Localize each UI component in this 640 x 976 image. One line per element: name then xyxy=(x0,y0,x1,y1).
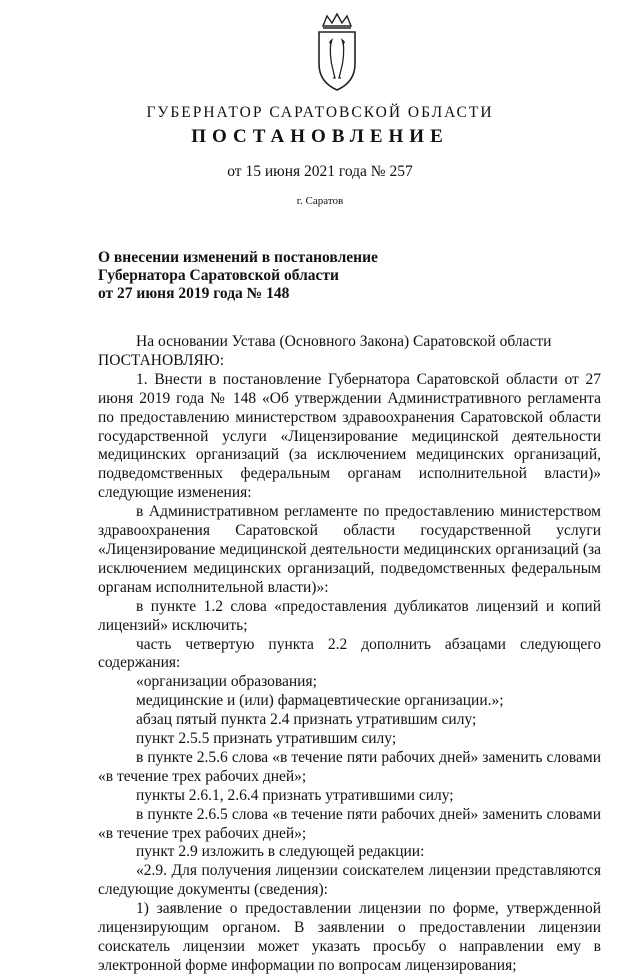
subject-line: Губернатора Саратовской области xyxy=(98,267,339,284)
document-city: г. Саратов xyxy=(296,195,344,207)
paragraph: ПОСТАНОВЛЯЮ: xyxy=(98,351,225,369)
document-subject xyxy=(98,249,378,303)
paragraph: 1) заявление о предоставлении лицензии по форме, утвержденной лицензирующим органом. В заявлении о предоставлении лицензии соискатель лицензии может указать просьбу о направлении ему в электронной форме информации по вопросам лицензирования; xyxy=(98,900,601,974)
document-type: ПОСТАНОВЛЕНИЕ xyxy=(191,126,449,147)
paragraph: 1. Внести в постановление Губернатора Саратовской области от 27 июня 2019 года № 148 «Об утверждении Административного регламента по предоставлению министерством здравоохранения Саратовской области государственной услуги «Лицензирование медицинской деятельности медицинских организаций (за исключением медицинских организаций, подведомственных федеральным органам исполнительной власти)» следующие изменения: xyxy=(98,370,601,502)
paragraph: На основании Устава (Основного Закона) Саратовской области xyxy=(136,333,552,350)
paragraph: медицинские и (или) фармацевтические организации.»; xyxy=(136,692,504,710)
paragraph: пункты 2.6.1, 2.6.4 признать утратившими силу; xyxy=(136,786,454,804)
coat-of-arms-icon xyxy=(313,12,361,92)
subject-line: О внесении изменений в постановление xyxy=(98,249,378,266)
subject-line: от 27 июня 2019 года № 148 xyxy=(98,285,290,302)
paragraph: пункт 2.5.5 признать утратившим силу; xyxy=(136,730,397,748)
paragraph: в Административном регламенте по предоставлению министерством здравоохранения Саратовской области государственной услуги «Лицензирование медицинской деятельности медицинских организаций (за исключением медицинских организаций, подведомственных федеральным органам исполнительной власти)»: xyxy=(98,503,601,596)
paragraph: пункт 2.9 изложить в следующей редакции: xyxy=(136,843,425,861)
paragraph: «организации образования; xyxy=(136,673,317,691)
paragraph: в пункте 2.6.5 слова «в течение пяти рабочих дней» заменить словами «в течение трех рабочих дней»; xyxy=(98,805,601,842)
paragraph: в пункте 2.5.6 слова «в течение пяти рабочих дней» заменить словами «в течение трех рабочих дней»; xyxy=(98,748,601,785)
paragraph: в пункте 1.2 слова «предоставления дубликатов лицензий и копий лицензий» исключить; xyxy=(98,597,601,634)
document-date-number: от 15 июня 2021 года № 257 xyxy=(227,163,413,180)
authority-title: ГУБЕРНАТОР САРАТОВСКОЙ ОБЛАСТИ xyxy=(146,104,494,121)
paragraph: абзац пятый пункта 2.4 признать утратившим силу; xyxy=(136,711,477,729)
document-body xyxy=(98,333,601,976)
paragraph: «2.9. Для получения лицензии соискателем лицензии представляются следующие документы (сведения): xyxy=(98,862,601,899)
paragraph: часть четвертую пункта 2.2 дополнить абзацами следующего содержания: xyxy=(98,635,601,672)
